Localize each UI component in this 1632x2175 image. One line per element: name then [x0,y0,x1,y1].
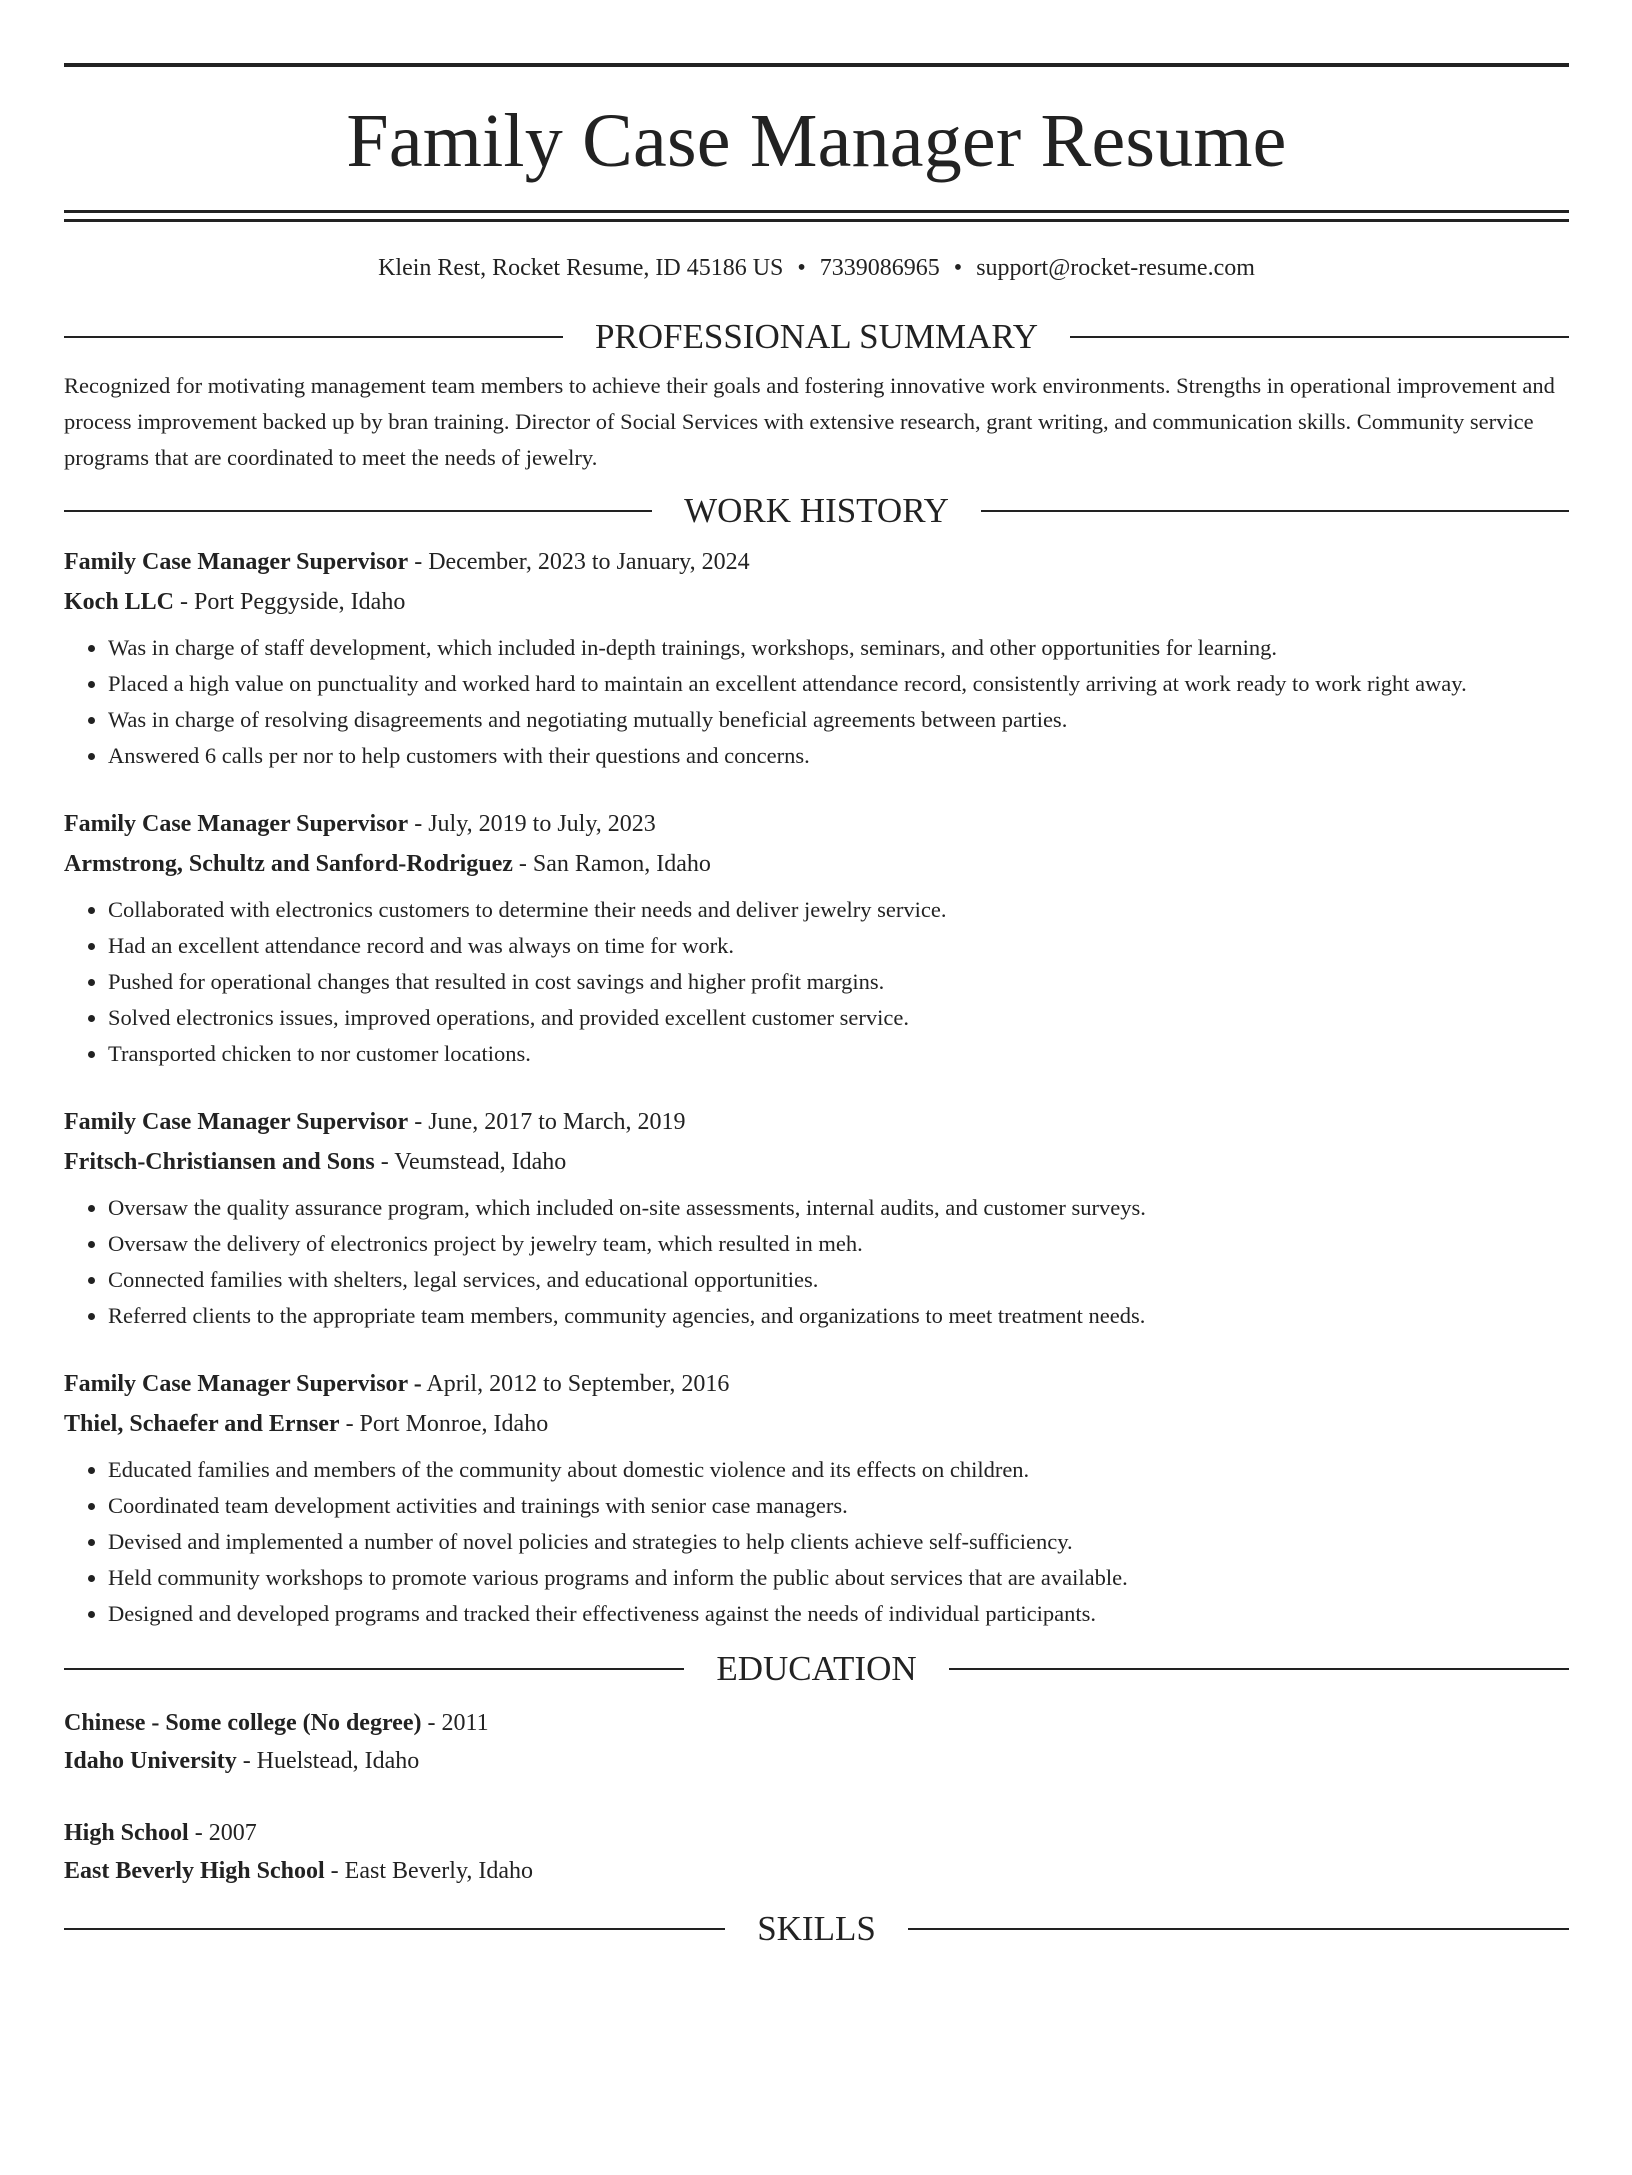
education-degree: Chinese - Some college (No degree) [64,1709,422,1736]
education-entry [64,1704,1569,1780]
employer-line [64,582,1569,622]
professional-summary-text: Recognized for motivating management team members to achieve their goals and fostering innovative work environments. Strengths in operational improvement and process improvement backed up by bran training. Director of Social Services with extensive research, grant writing, and communication skills. Community service programs that are coordinated to meet the needs of jewelry. [64,372,1555,470]
employer-name: Koch LLC [64,588,175,615]
heading-rule-right [981,510,1569,512]
contact-line [64,254,1569,283]
education-school: East Beverly High School [64,1857,325,1884]
resume-page [0,63,1632,2175]
job-bullet: • Designed and developed programs and tracked their effectiveness against the needs of individual participants. [108,1596,1569,1632]
employer-line [64,844,1569,884]
contact-email: support@rocket-resume.com [976,255,1255,281]
education-degree: High School [64,1819,189,1846]
section-heading-skills [64,1908,1569,1950]
section-heading-work [64,490,1569,532]
job-bullet: • Placed a high value on punctuality and worked hard to maintain an excellent attendance record, consistently arriving at work ready to work right away. [108,666,1569,702]
job-bullet: • Held community workshops to promote various programs and inform the public about services that are available. [108,1560,1569,1596]
heading-rule-right [908,1928,1569,1930]
job-bullet: • Oversaw the quality assurance program, which included on-site assessments, internal audits, and customer surveys. [108,1190,1569,1226]
education-location: - Huelstead, Idaho [236,1747,420,1774]
employer-line [64,1404,1569,1444]
job-entry [64,1102,1569,1334]
education-degree-line [64,1814,1569,1852]
job-bullets [64,1190,1569,1334]
job-dates: April, 2012 to September, 2016 [421,1370,730,1397]
section-heading-label: PROFESSIONAL SUMMARY [594,316,1039,356]
job-bullet: • Coordinated team development activities and trainings with senior case managers. [108,1488,1569,1524]
job-title: Family Case Manager Supervisor [64,1108,409,1135]
job-bullet: • Devised and implemented a number of novel policies and strategies to help clients achieve self-sufficiency. [108,1524,1569,1560]
contact-separator: • [953,255,963,281]
job-bullet: • Was in charge of staff development, which included in-depth trainings, workshops, seminars, and other opportunities for learning. [108,630,1569,666]
education-school: Idaho University [64,1747,237,1774]
heading-rule-right [949,1668,1569,1670]
contact-separator: • [797,255,806,281]
title-double-rule [64,210,1569,222]
heading-rule-left [64,1668,684,1670]
job-bullet: • Solved electronics issues, improved operations, and provided excellent customer service. [108,1000,1569,1036]
job-bullet: • Oversaw the delivery of electronics project by jewelry team, which resulted in meh. [108,1226,1569,1262]
job-title-line [64,1102,1569,1142]
job-title-line [64,804,1569,844]
job-bullet: • Collaborated with electronics customers to determine their needs and deliver jewelry service. [108,892,1569,928]
job-title: Family Case Manager Supervisor [64,548,409,575]
job-bullet: • Answered 6 calls per nor to help customers with their questions and concerns. [108,738,1569,774]
education-location: - East Beverly, Idaho [324,1857,534,1884]
job-entry [64,1364,1569,1632]
job-bullet: • Was in charge of resolving disagreements and negotiating mutually beneficial agreements between parties. [108,702,1569,738]
heading-rule-right [1070,336,1569,338]
job-bullet: • Transported chicken to nor customer locations. [108,1036,1569,1072]
job-bullets [64,630,1569,774]
job-dates: - July, 2019 to July, 2023 [408,810,656,837]
job-bullet: • Pushed for operational changes that resulted in cost savings and higher profit margins. [108,964,1569,1000]
employer-name: Fritsch-Christiansen and Sons [64,1148,375,1175]
employer-name: Armstrong, Schultz and Sanford-Rodriguez [64,850,513,877]
section-heading-education [64,1648,1569,1690]
education-year: - 2007 [188,1819,257,1846]
education-school-line [64,1852,1569,1890]
education-entry [64,1814,1569,1890]
job-dates: - June, 2017 to March, 2019 [408,1108,686,1135]
job-title: Family Case Manager Supervisor [64,810,409,837]
job-dates: - December, 2023 to January, 2024 [408,548,750,575]
job-bullets [64,1452,1569,1632]
contact-address: Klein Rest, Rocket Resume, ID 45186 US [378,255,784,281]
job-entry [64,804,1569,1072]
employer-location: - Port Monroe, Idaho [339,1410,549,1437]
job-bullets [64,892,1569,1072]
resume-title: Family Case Manager Resume [346,99,1287,183]
employer-line [64,1142,1569,1182]
education-school-line [64,1742,1569,1780]
job-title-line [64,542,1569,582]
employer-location: - Veumstead, Idaho [374,1148,567,1175]
heading-rule-left [64,336,563,338]
job-title-line [64,1364,1569,1404]
section-heading-label: SKILLS [757,1908,876,1948]
job-title: Family Case Manager Supervisor - [64,1370,422,1397]
job-entry [64,542,1569,774]
employer-location: - San Ramon, Idaho [512,850,711,877]
employer-location: - Port Peggyside, Idaho [174,588,406,615]
heading-rule-left [64,510,652,512]
section-heading-label: EDUCATION [716,1648,917,1688]
education-year: - 2011 [421,1709,489,1736]
job-bullet: • Had an excellent attendance record and was always on time for work. [108,928,1569,964]
contact-phone: 7339086965 [819,255,940,281]
top-rule [64,63,1569,67]
education-degree-line [64,1704,1569,1742]
employer-name: Thiel, Schaefer and Ernser [64,1410,340,1437]
job-bullet: • Educated families and members of the community about domestic violence and its effects on children. [108,1452,1569,1488]
section-heading-summary [64,316,1569,358]
job-bullet: • Connected families with shelters, legal services, and educational opportunities. [108,1262,1569,1298]
section-heading-label: WORK HISTORY [684,490,949,530]
heading-rule-left [64,1928,725,1930]
job-bullet: • Referred clients to the appropriate team members, community agencies, and organizations to meet treatment needs. [108,1298,1569,1334]
